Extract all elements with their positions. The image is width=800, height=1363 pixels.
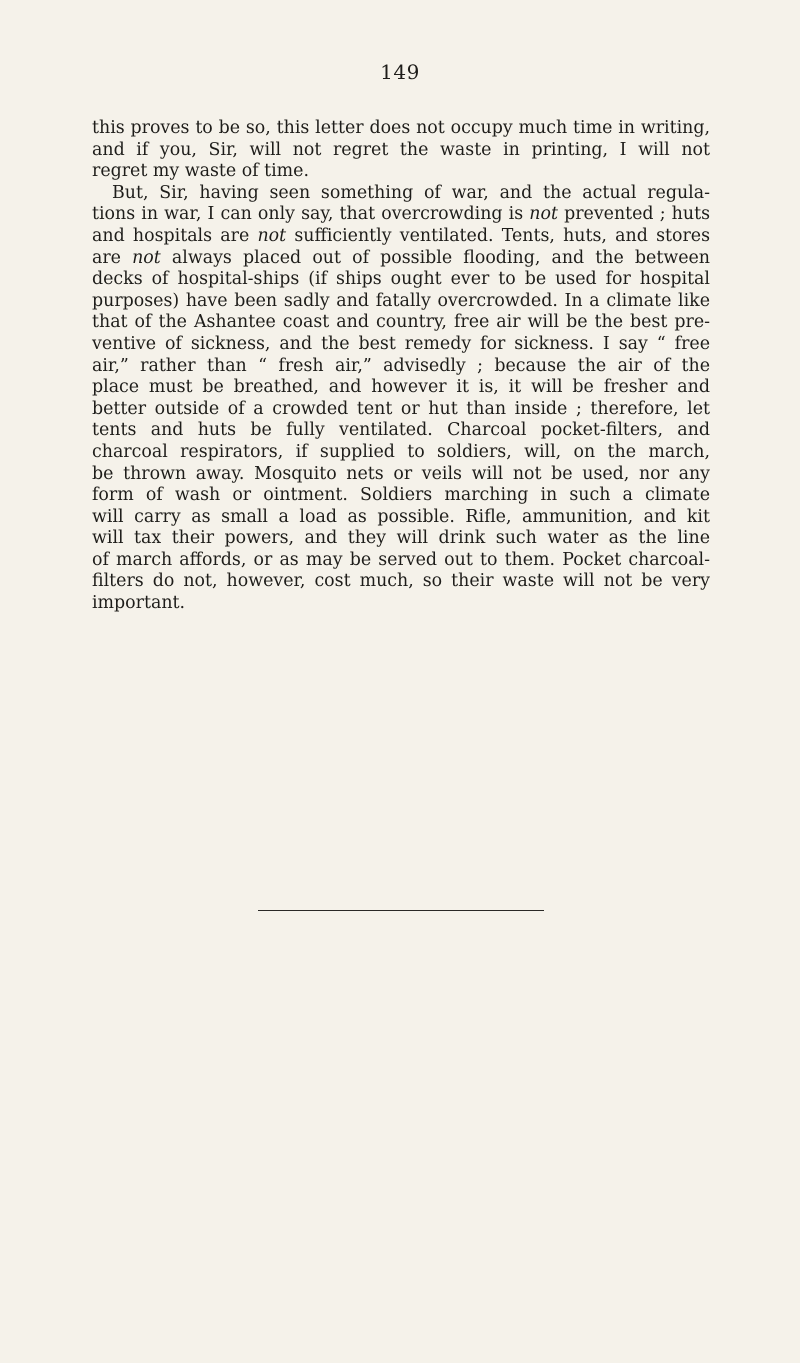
text-line: this proves to be so, this letter does not occupy much time in writing,: [92, 118, 710, 138]
text-line: that of the Ashantee coast and country, free air will be the best pre-: [92, 312, 710, 333]
text-line: But, Sir, having seen something of war, and the actual regula-: [112, 182, 710, 203]
text-line: regret my waste of time.: [92, 161, 309, 182]
text-line: tents and huts be fully ventilated. Charcoal pocket-filters, and: [92, 420, 710, 441]
text-line: and if you, Sir, will not regret the waste in printing, I will not: [92, 139, 710, 160]
text-line: are not always placed out of possible flooding, and the between: [92, 247, 710, 268]
text-line: charcoal respirators, if supplied to soldiers, will, on the march,: [92, 441, 710, 462]
text-line: filters do not, however, cost much, so their waste will not be very: [92, 571, 710, 592]
emphasis-text: not: [529, 204, 558, 225]
text-line: place must be breathed, and however it is, it will be fresher and: [92, 377, 710, 398]
text-line: air,” rather than “ fresh air,” advisedly ; because the air of the: [92, 355, 710, 376]
section-divider-rule: [258, 910, 544, 911]
text-line: form of wash or ointment. Soldiers marching in such a climate: [92, 485, 710, 506]
text-line: important.: [92, 593, 186, 614]
text-line: will tax their powers, and they will drink such water as the line: [92, 528, 710, 549]
page-number: 149: [380, 60, 420, 84]
text-line: of march affords, or as may be served out to them. Pocket charcoal-: [92, 549, 710, 570]
text-line: ventive of sickness, and the best remedy for sickness. I say “ free: [92, 333, 710, 354]
emphasis-text: not: [132, 247, 161, 268]
emphasis-text: not: [257, 225, 287, 246]
text-line: be thrown away. Mosquito nets or veils will not be used, nor any: [92, 463, 710, 484]
text-line: purposes) have been sadly and fatally overcrowded. In a climate like: [92, 290, 710, 311]
body-text: [92, 118, 710, 615]
paragraph-1: [92, 118, 710, 183]
text-line: will carry as small a load as possible. Rifle, ammunition, and kit: [92, 506, 710, 527]
text-line: and hospitals are not sufficiently ventilated. Tents, huts, and stores: [92, 225, 710, 246]
paragraph-2: [92, 183, 710, 615]
text-line: decks of hospital-ships (if ships ought ever to be used for hospital: [92, 269, 710, 290]
text-line: better outside of a crowded tent or hut than inside ; therefore, let: [92, 398, 710, 419]
text-line: tions in war, I can only say, that overcrowding is not prevented ; huts: [92, 204, 710, 225]
